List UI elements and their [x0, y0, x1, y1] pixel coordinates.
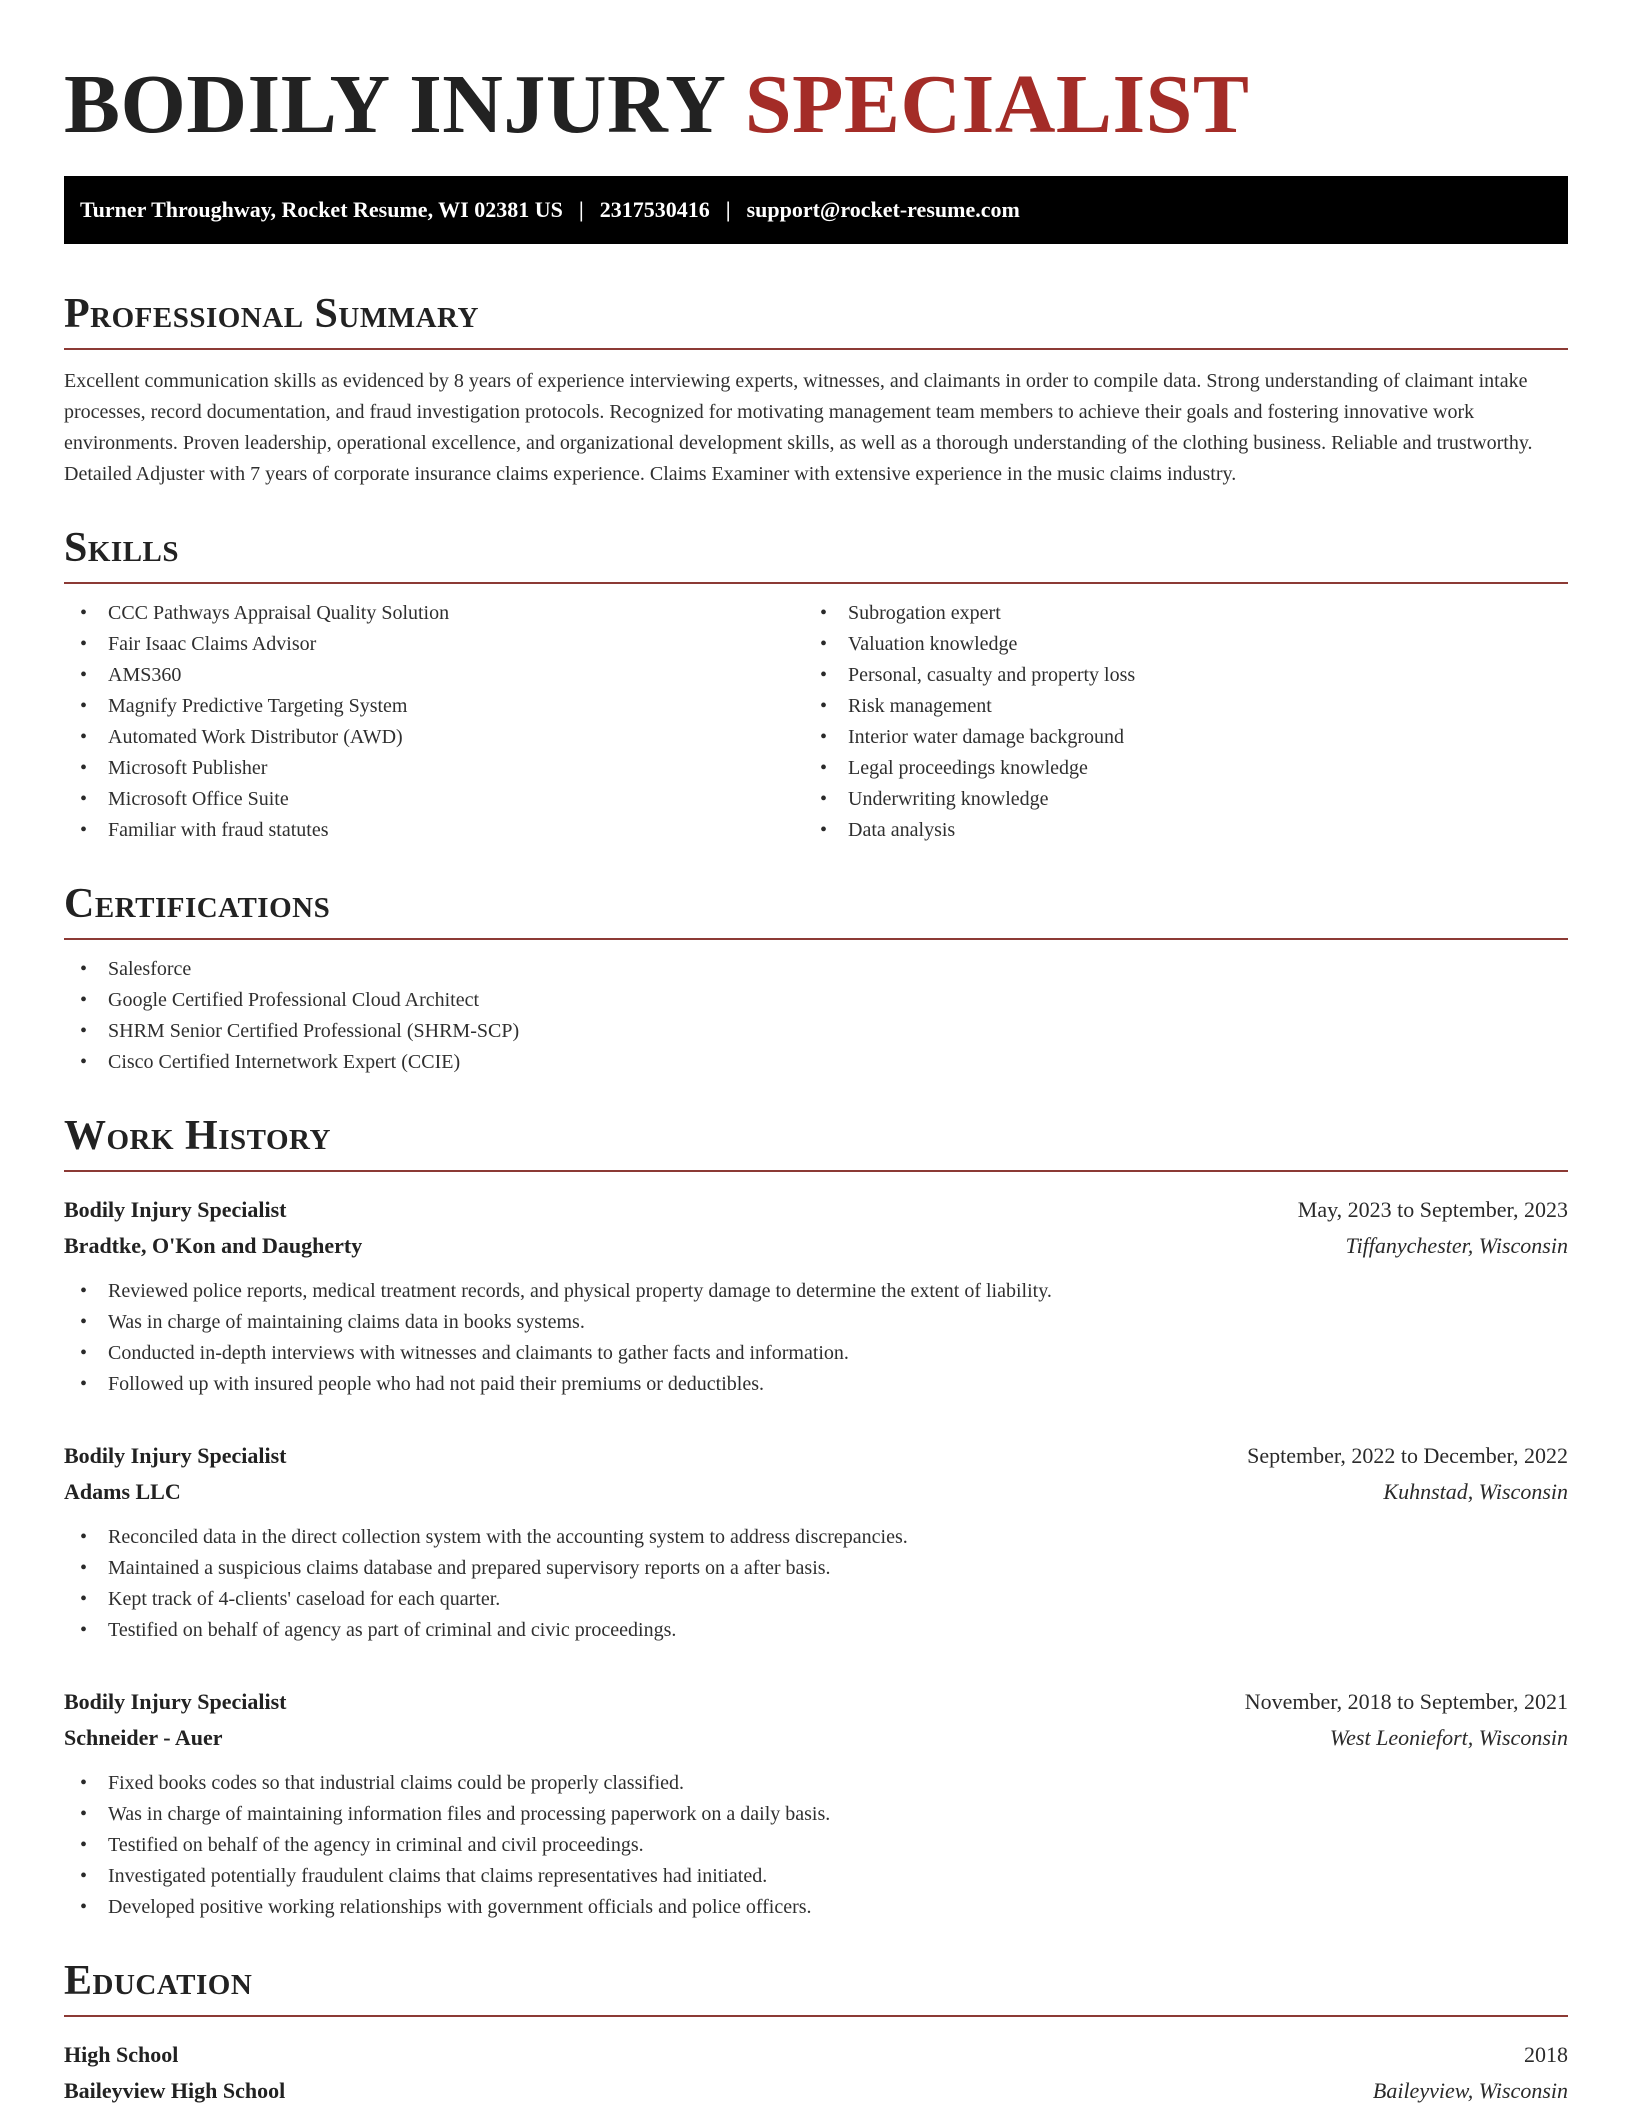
education-school-row	[64, 2073, 1568, 2109]
job-company: Schneider - Auer	[64, 1725, 223, 1750]
section-heading-certifications: Certifications	[64, 874, 1568, 940]
skill-item: • Fair Isaac Claims Advisor	[64, 629, 804, 660]
resume-title	[64, 50, 1568, 160]
skill-item: • Subrogation expert	[804, 598, 1544, 629]
skill-item: • Underwriting knowledge	[804, 784, 1544, 815]
certifications-list	[64, 954, 1568, 1078]
certifications-section	[64, 874, 1568, 1078]
job-duty: • Maintained a suspicious claims database and prepared supervisory reports on a after basis.	[64, 1553, 1568, 1584]
title-accent: SPECIALIST	[744, 58, 1250, 151]
skill-item: • Interior water damage background	[804, 722, 1544, 753]
job-duties-list	[64, 1768, 1568, 1923]
contact-bar	[64, 176, 1568, 244]
title-main: BODILY INJURY	[64, 58, 724, 151]
summary-section	[64, 284, 1568, 490]
job-duty: • Fixed books codes so that industrial claims could be properly classified.	[64, 1768, 1568, 1799]
job-company-row	[64, 1720, 1568, 1756]
job-location: West Leoniefort, Wisconsin	[1329, 1725, 1568, 1750]
skill-item: • Valuation knowledge	[804, 629, 1544, 660]
job-company: Bradtke, O'Kon and Daugherty	[64, 1233, 363, 1258]
skills-list-right	[804, 598, 1544, 846]
job-duty: • Reviewed police reports, medical treatment records, and physical property damage to determine the extent of liability.	[64, 1276, 1568, 1307]
job-title: Bodily Injury Specialist	[64, 1443, 287, 1468]
job-duty: • Investigated potentially fraudulent claims that claims representatives had initiated.	[64, 1861, 1568, 1892]
skill-item: • Automated Work Distributor (AWD)	[64, 722, 804, 753]
section-heading-work-history: Work History	[64, 1106, 1568, 1172]
skill-item: • Magnify Predictive Targeting System	[64, 691, 804, 722]
certification-item: • Salesforce	[64, 954, 1568, 985]
job-dates: November, 2018 to September, 2021	[1244, 1689, 1568, 1714]
contact-email: support@rocket-resume.com	[746, 197, 1020, 222]
skill-item: • CCC Pathways Appraisal Quality Solution	[64, 598, 804, 629]
education-degree: High School	[64, 2042, 179, 2067]
skills-section	[64, 518, 1568, 846]
certification-item: • Cisco Certified Internetwork Expert (CCIE)	[64, 1047, 1568, 1078]
job-duty: • Followed up with insured people who had not paid their premiums or deductibles.	[64, 1369, 1568, 1400]
job-duties-list	[64, 1276, 1568, 1400]
job-duty: • Was in charge of maintaining claims data in books systems.	[64, 1307, 1568, 1338]
contact-phone: 2317530416	[599, 197, 710, 222]
certification-item: • Google Certified Professional Cloud Architect	[64, 985, 1568, 1016]
job-duty: • Was in charge of maintaining information files and processing paperwork on a daily basis.	[64, 1799, 1568, 1830]
job-title: Bodily Injury Specialist	[64, 1197, 287, 1222]
job-entry	[64, 1192, 1568, 1400]
contact-separator: |	[725, 197, 731, 222]
skill-item: • Microsoft Publisher	[64, 753, 804, 784]
contact-address: Turner Throughway, Rocket Resume, WI 02381 US	[80, 197, 563, 222]
skill-item: • Risk management	[804, 691, 1544, 722]
education-header-row	[64, 2037, 1568, 2073]
certification-item: • SHRM Senior Certified Professional (SHRM-SCP)	[64, 1016, 1568, 1047]
job-location: Tiffanychester, Wisconsin	[1345, 1233, 1568, 1258]
job-duty: • Conducted in-depth interviews with witnesses and claimants to gather facts and information.	[64, 1338, 1568, 1369]
job-company: Adams LLC	[64, 1479, 181, 1504]
job-duty: • Reconciled data in the direct collection system with the accounting system to address discrepancies.	[64, 1522, 1568, 1553]
work-history-section	[64, 1106, 1568, 1923]
job-location: Kuhnstad, Wisconsin	[1383, 1479, 1568, 1504]
education-year: 2018	[1524, 2042, 1568, 2067]
job-duty: • Developed positive working relationships with government officials and police officers.	[64, 1892, 1568, 1923]
skill-item: • Legal proceedings knowledge	[804, 753, 1544, 784]
education-entry	[64, 2037, 1568, 2109]
job-company-row	[64, 1474, 1568, 1510]
skill-item: • Microsoft Office Suite	[64, 784, 804, 815]
job-dates: September, 2022 to December, 2022	[1247, 1443, 1568, 1468]
section-heading-skills: Skills	[64, 518, 1568, 584]
skills-grid	[64, 584, 1568, 846]
job-entry	[64, 1438, 1568, 1646]
job-duty: • Kept track of 4-clients' caseload for each quarter.	[64, 1584, 1568, 1615]
summary-text: Excellent communication skills as evidenced by 8 years of experience interviewing experts, witnesses, and claimants in order to compile data. Strong understanding of claimant intake processes, record documentation, and fraud investigation protocols. Recognized for motivating management team members to achieve their goals and fostering innovative work environments. Proven leadership, operational excellence, and organizational development skills, as well as a thorough understanding of the clothing business. Reliable and trustworthy. Detailed Adjuster with 7 years of corporate insurance claims experience. Claims Examiner with extensive experience in the music claims industry.	[64, 370, 1533, 485]
job-header-row	[64, 1192, 1568, 1228]
job-header-row	[64, 1438, 1568, 1474]
section-heading-summary: Professional Summary	[64, 284, 1568, 350]
job-header-row	[64, 1684, 1568, 1720]
job-duty: • Testified on behalf of the agency in criminal and civil proceedings.	[64, 1830, 1568, 1861]
job-entry	[64, 1684, 1568, 1923]
job-dates: May, 2023 to September, 2023	[1297, 1197, 1568, 1222]
education-section	[64, 1951, 1568, 2109]
contact-separator: |	[578, 197, 584, 222]
skill-item: • Familiar with fraud statutes	[64, 815, 804, 846]
skill-item: • AMS360	[64, 660, 804, 691]
job-title: Bodily Injury Specialist	[64, 1689, 287, 1714]
skill-item: • Data analysis	[804, 815, 1544, 846]
education-location: Baileyview, Wisconsin	[1372, 2078, 1568, 2103]
skill-item: • Personal, casualty and property loss	[804, 660, 1544, 691]
section-heading-education: Education	[64, 1951, 1568, 2017]
job-company-row	[64, 1228, 1568, 1264]
skills-list-left	[64, 598, 804, 846]
education-school: Baileyview High School	[64, 2078, 286, 2103]
job-duty: • Testified on behalf of agency as part of criminal and civic proceedings.	[64, 1615, 1568, 1646]
job-duties-list	[64, 1522, 1568, 1646]
